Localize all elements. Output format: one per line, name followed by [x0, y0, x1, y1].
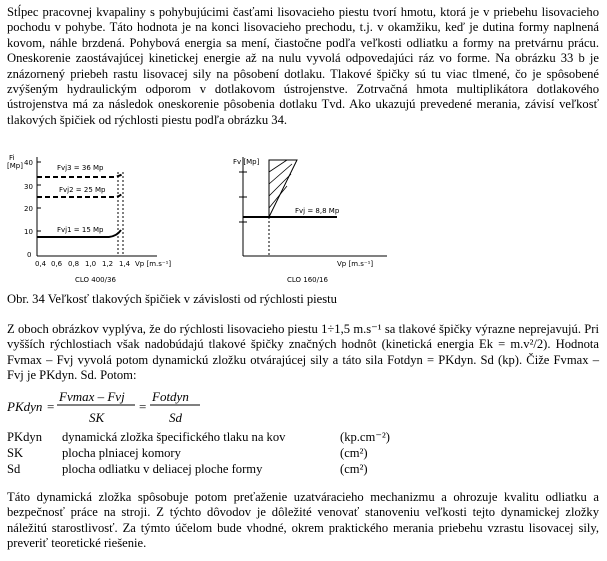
formula-num1: Fvmax – Fvj: [59, 389, 125, 404]
definition-unit: (cm²): [340, 446, 368, 460]
definition-description: plocha odliatku v deliacej ploche formy: [62, 462, 263, 476]
definition-description: plocha plniacej komory: [62, 446, 181, 460]
definitions-list: [7, 430, 607, 478]
definition-row: [7, 462, 607, 478]
left-y-tick: 40: [24, 159, 33, 167]
curve-label: Fvj3 = 36 Mp: [57, 164, 104, 172]
paragraph-analysis: Z oboch obrázkov vyplýva, že do rýchlosti lisovacieho piestu 1÷1,5 m.s⁻¹ sa tlakové špičky výrazne neprejavujú. Pri vyšších rýchlostiach však nadobúdajú tlakové špičky značných hodnôt (kinetická energia Ek = m.v²/2). Hodnota Fvmax – Fvj vyvolá potom dynamickú zložku otvárajúcej sily a táto sila Fotdyn = PKdyn. Sd (kp). Čiže Fvmax – Fvj je PKdyn. Sd. Potom:: [7, 322, 599, 383]
left-x-tick: 1,2: [102, 260, 114, 268]
left-x-tick: 1,4: [119, 260, 131, 268]
definition-symbol: Sd: [7, 462, 21, 476]
formula-num2: Fotdyn: [152, 389, 189, 404]
formula-lhs: PKdyn: [7, 399, 43, 414]
curve-label: Fvj1 = 15 Mp: [57, 226, 104, 234]
definition-row: [7, 430, 607, 446]
figure-caption: Obr. 34 Veľkosť tlakových špičiek v závislosti od rýchlosti piestu: [7, 292, 337, 306]
left-x-label: Vp [m.s⁻¹]: [135, 260, 172, 268]
right-chart-caption: CLO 160/16: [287, 276, 328, 284]
left-y-tick: 30: [24, 183, 33, 191]
left-x-tick: 0,6: [51, 260, 63, 268]
definition-unit: (cm²): [340, 462, 368, 476]
definition-description: dynamická zložka špecifického tlaku na kov: [62, 430, 286, 444]
paragraph-intro: Stĺpec pracovnej kvapaliny s pohybujúcimi časťami lisovacieho piestu tvorí hmotu, ktorá je v priebehu lisovacieho pochodu v pohybe. Táto hodnota je na konci lisovacieho prechodu, t.j. v okamžiku, keď je dutina formy naplnená kovom, náhle brzdená. Pohybová energia sa mení, čiastočne podľa veľkosti odliatku a formy na pretvárnu prácu. Oneskorenie zaostávajúcej kinetickej energie až na nulu vyvolá odpovedajúci ráz vo forme. Na obrázku 33 b je znázornený priebeh rastu lisovacej sily na pôsobení dotlaku. Tlakové špičky sú tu viac tlmené, čo je spôsobené zvýšeným hydraulickým odporom v dotlakovom ústrojenstve. Zotrvačná hmota multiplikátora dotlakového ústrojenstva má za následok oneskorenie pôsobenia dotlaku Tvd. Ako ukazujú prevedené merania, závisí veľkosť tlakových špičiek od rýchlosti piestu podľa obrázku 34.: [7, 5, 599, 127]
right-chart: [233, 157, 387, 284]
left-y-tick: 0: [27, 251, 32, 259]
definition-symbol: PKdyn: [7, 430, 42, 444]
definition-unit: (kp.cm⁻²): [340, 430, 390, 444]
peak-wedge: [269, 160, 297, 217]
definition-symbol: SK: [7, 446, 24, 460]
left-y-unit: [Mp]: [7, 162, 23, 170]
paragraph-conclusion: Táto dynamická zložka spôsobuje potom preťaženie uzatváracieho mechanizmu a ohrozuje kvalitu odliatku a bezpečnosť práce na stroji. Z týchto dôvodov je dôležité venovať stanoveniu veľkosti tejto dynamickej zložky náležitú starostlivosť. Za týmto účelom bude vhodné, okrem praktického merania priebehu vzrastu lisovacej sily, preveriť teoretické riešenie.: [7, 490, 599, 551]
left-x-tick: 0,4: [35, 260, 47, 268]
definition-row: [7, 446, 607, 462]
svg-text:=: =: [47, 399, 55, 414]
formula-den2: Sd: [169, 410, 182, 425]
left-y-label: Fi: [9, 154, 15, 162]
right-x-label: Vp [m.s⁻¹]: [337, 260, 374, 268]
left-chart: [7, 154, 171, 284]
curve-label: Fvj2 = 25 Mp: [59, 186, 106, 194]
right-line-label: Fvj = 8,8 Mp: [295, 207, 340, 215]
curve-fvj3: [37, 174, 123, 177]
svg-text:=: =: [139, 399, 147, 414]
left-y-tick: 20: [24, 205, 33, 213]
formula: [7, 387, 307, 427]
right-y-label: Fv [Mp]: [233, 158, 260, 166]
left-y-tick: 10: [24, 228, 33, 236]
formula-den1: SK: [89, 410, 105, 425]
left-x-tick: 0,8: [68, 260, 80, 268]
left-x-tick: 1,0: [85, 260, 97, 268]
figure-34: [7, 152, 387, 287]
left-chart-caption: CLO 400/36: [75, 276, 116, 284]
